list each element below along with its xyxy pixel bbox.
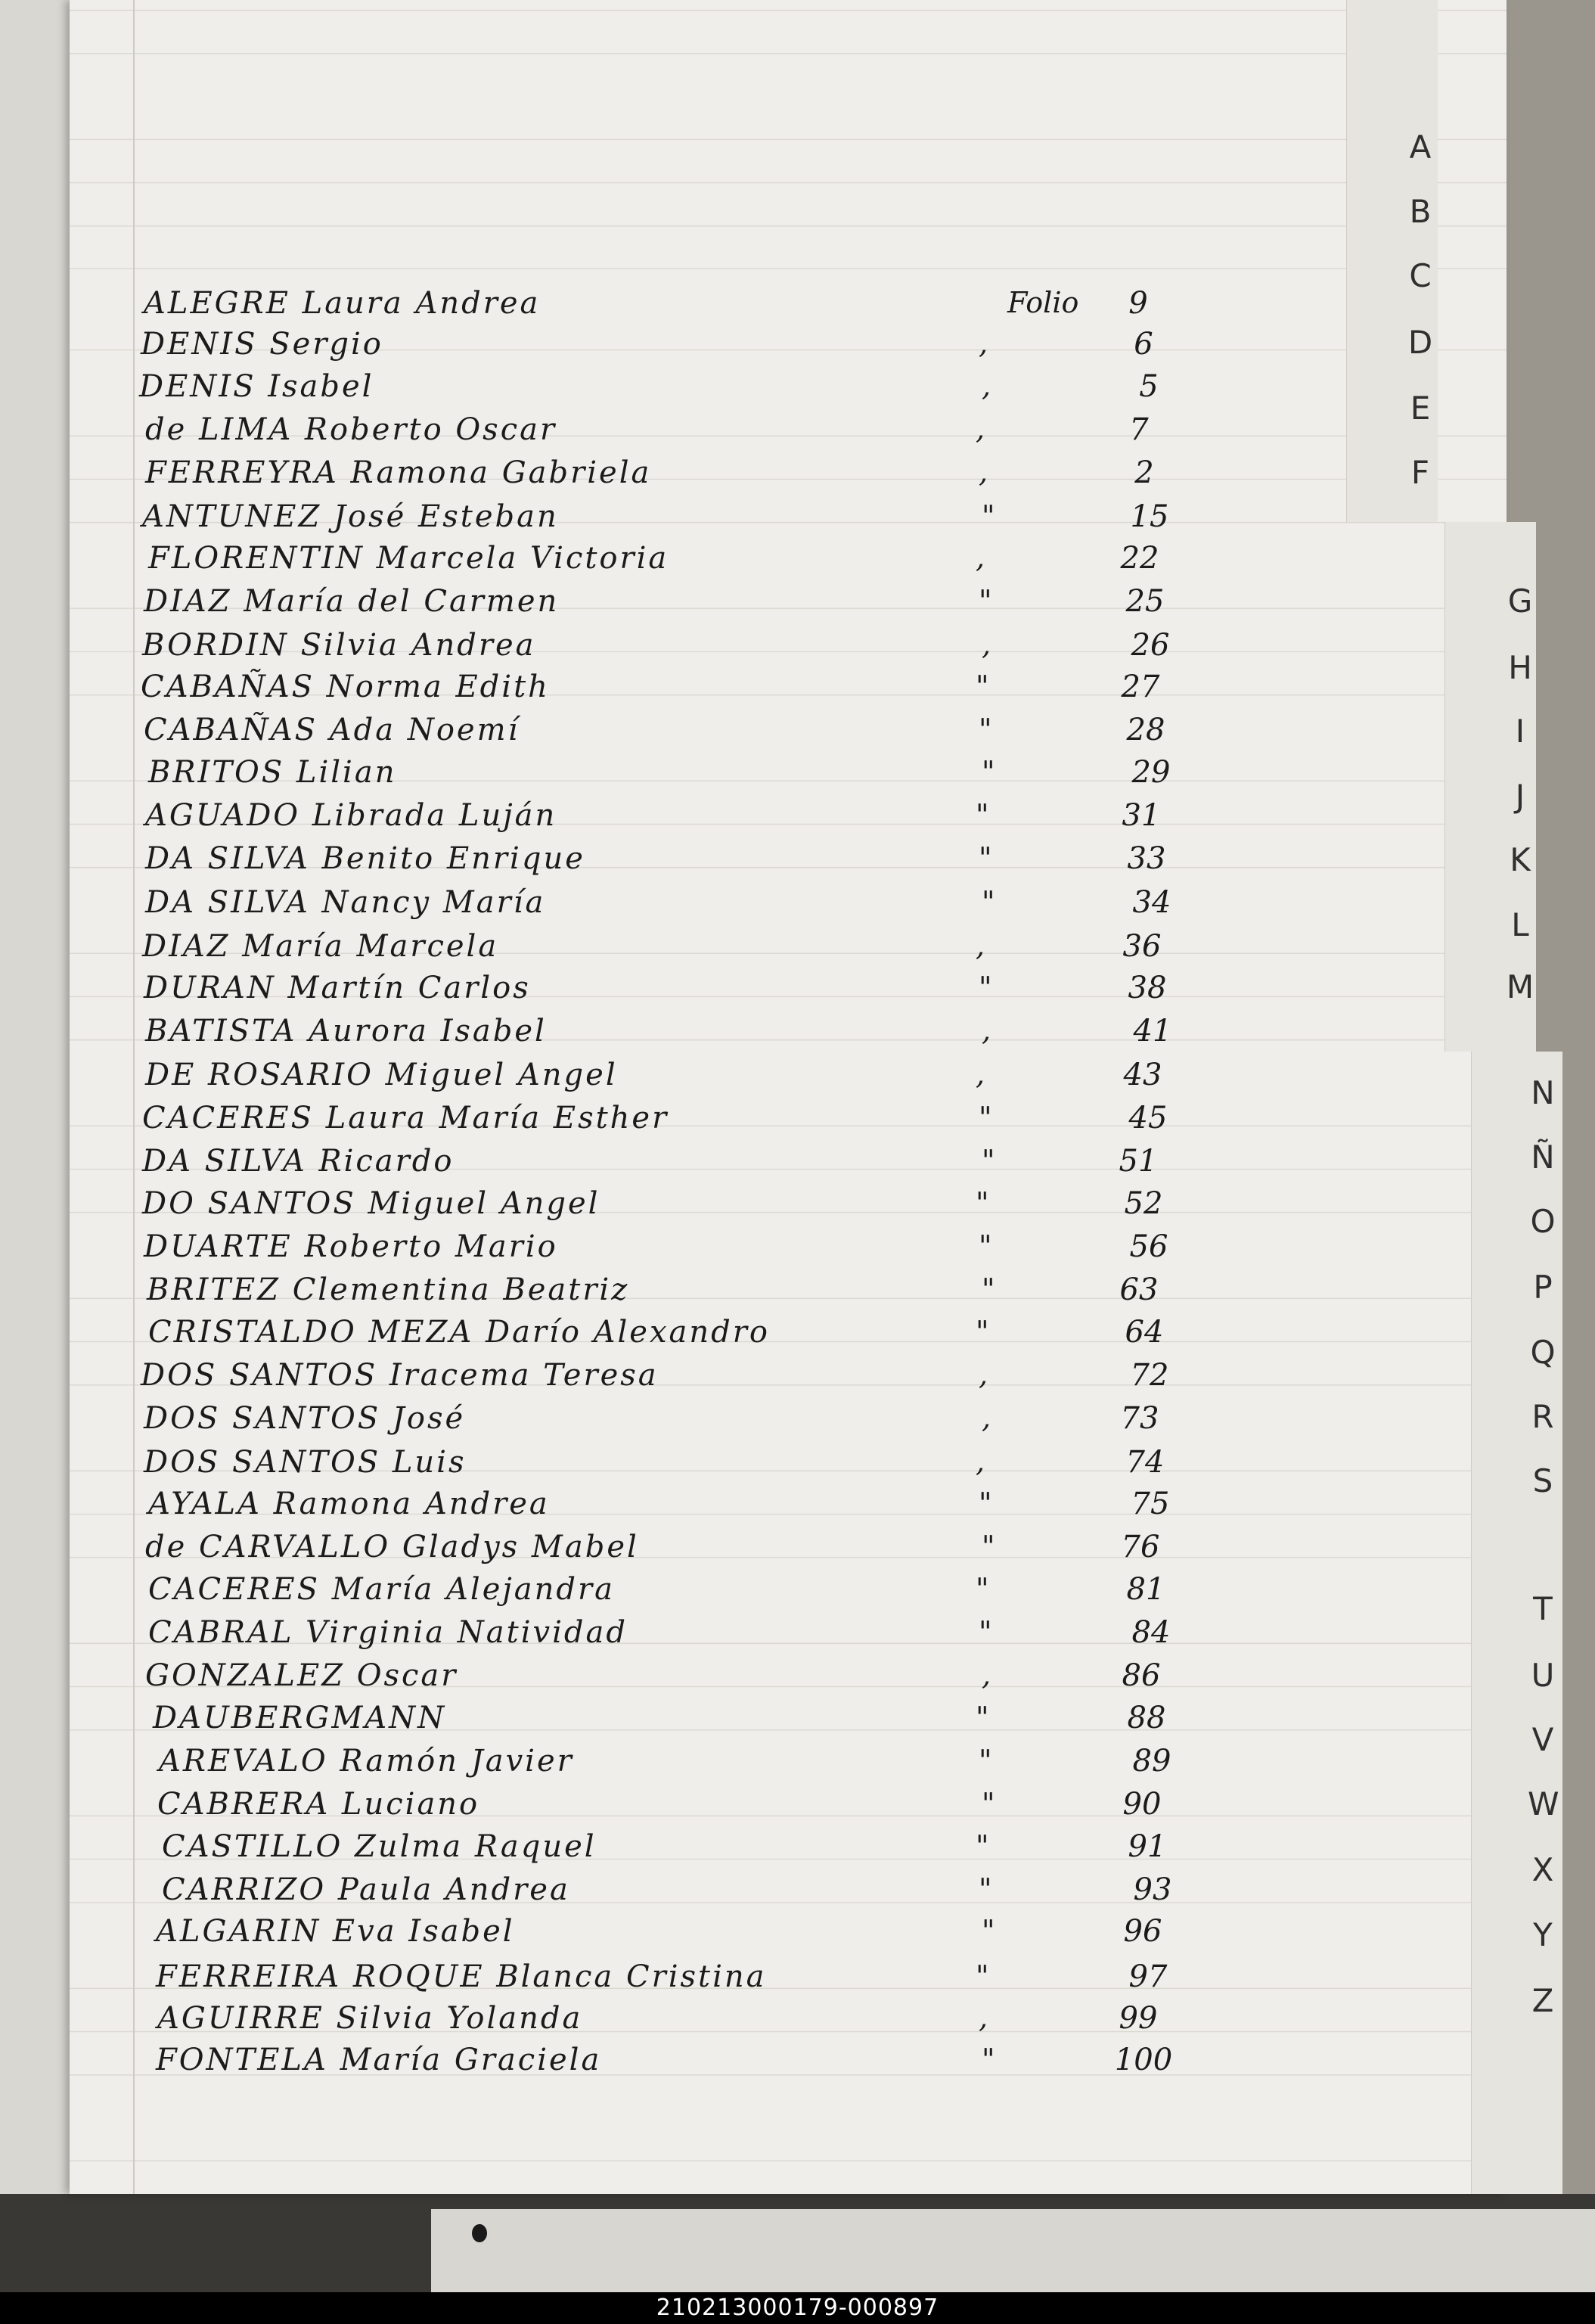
ditto-mark: , — [976, 929, 985, 962]
index-tab-14[interactable]: N — [1531, 1074, 1555, 1111]
entry-name: de LIMA Roberto Oscar — [145, 412, 557, 447]
index-entry — [70, 1144, 1355, 1186]
folio-number: 100 — [1114, 2043, 1173, 2077]
ditto-mark: " — [979, 1615, 992, 1648]
entry-name: FONTELA María Graciela — [156, 2043, 602, 2077]
ditto-mark: " — [976, 1315, 989, 1348]
index-entry — [70, 1186, 1355, 1229]
folio-number: 91 — [1128, 1829, 1167, 1864]
index-entry — [70, 412, 1355, 455]
folio-number: 26 — [1131, 628, 1170, 663]
index-entry — [70, 1615, 1355, 1658]
ditto-mark: " — [976, 1186, 989, 1219]
ditto-mark: " — [982, 1272, 995, 1306]
index-tab-26[interactable]: Y — [1533, 1916, 1553, 1953]
ditto-mark: , — [982, 369, 991, 402]
entry-name: CABAÑAS Norma Edith — [141, 670, 550, 704]
folio-number: 25 — [1125, 584, 1165, 619]
index-entry — [70, 1701, 1355, 1743]
entry-name: DIAZ María del Carmen — [144, 584, 560, 619]
ditto-mark: " — [979, 1229, 992, 1263]
ditto-mark: , — [982, 1658, 991, 1692]
ditto-mark: " — [982, 1144, 995, 1177]
ditto-mark: " — [976, 1829, 989, 1863]
index-tab-9[interactable]: I — [1515, 713, 1525, 750]
index-tab-17[interactable]: P — [1533, 1269, 1553, 1306]
index-tab-22[interactable]: U — [1531, 1657, 1555, 1694]
entry-name: FERREYRA Ramona Gabriela — [145, 455, 652, 490]
index-entry — [70, 1959, 1355, 2002]
folio-number: 36 — [1122, 929, 1162, 964]
entry-name: BORDIN Silvia Andrea — [142, 628, 536, 663]
ditto-mark: , — [976, 1445, 985, 1478]
folio-number: 43 — [1123, 1058, 1162, 1092]
index-tab-23[interactable]: V — [1531, 1721, 1554, 1758]
entry-name: AYALA Ramona Andrea — [148, 1487, 550, 1521]
index-entry — [70, 1787, 1355, 1829]
folio-number: 38 — [1128, 971, 1167, 1005]
ditto-mark: " — [976, 798, 989, 831]
folio-number: 64 — [1125, 1315, 1164, 1350]
index-entry — [70, 2001, 1355, 2043]
index-tab-25[interactable]: X — [1531, 1851, 1554, 1888]
folio-number: 22 — [1120, 541, 1159, 576]
folio-number: 2 — [1134, 455, 1154, 490]
entry-name: DE ROSARIO Miguel Angel — [145, 1058, 618, 1092]
index-tab-15[interactable]: Ñ — [1531, 1139, 1555, 1176]
index-entry — [70, 1744, 1355, 1786]
index-entry — [70, 499, 1355, 542]
folio-number: 52 — [1124, 1186, 1163, 1221]
index-tab-6[interactable]: F — [1410, 454, 1430, 491]
index-tab-10[interactable]: J — [1515, 778, 1525, 815]
index-entry — [70, 1872, 1355, 1915]
index-entry — [70, 369, 1355, 412]
folio-number: 51 — [1119, 1144, 1158, 1179]
index-entry — [70, 971, 1355, 1013]
folio-number: 31 — [1122, 798, 1161, 833]
ditto-mark: " — [979, 584, 992, 617]
ditto-mark: , — [982, 1014, 991, 1047]
index-tab-2[interactable]: B — [1409, 193, 1432, 230]
ditto-mark: , — [979, 2001, 988, 2034]
entry-name: de CARVALLO Gladys Mabel — [145, 1530, 639, 1564]
index-entry — [70, 1101, 1355, 1143]
ditto-mark: " — [979, 713, 992, 746]
folio-number: 15 — [1130, 499, 1169, 534]
folio-number: 63 — [1119, 1272, 1159, 1307]
entry-name: CARRIZO Paula Andrea — [162, 1872, 570, 1907]
index-tab-18[interactable]: Q — [1530, 1334, 1556, 1371]
ditto-mark: " — [976, 1701, 989, 1734]
folio-number: 27 — [1121, 670, 1160, 704]
index-entry — [70, 885, 1355, 927]
ditto-mark: , — [976, 541, 985, 574]
folio-number: 9 — [1128, 286, 1148, 321]
ditto-mark: " — [979, 841, 992, 875]
folio-number: 81 — [1126, 1572, 1165, 1607]
alphabet-index-tabs — [1354, 0, 1595, 2194]
index-entry — [70, 541, 1355, 583]
index-entry — [70, 1487, 1355, 1529]
index-entry — [70, 755, 1355, 797]
ditto-mark: " — [982, 1787, 995, 1820]
index-entry — [70, 670, 1355, 712]
entry-name: CRISTALDO MEZA Darío Alexandro — [148, 1315, 770, 1350]
index-entry — [70, 1058, 1355, 1100]
entry-name: FERREIRA ROQUE Blanca Cristina — [156, 1959, 767, 1994]
bottom-card — [431, 2209, 1595, 2292]
entry-name: CABRAL Virginia Natividad — [148, 1615, 628, 1650]
index-tab-3[interactable]: C — [1409, 257, 1432, 294]
ditto-mark: , — [979, 327, 988, 360]
ditto-mark: " — [982, 499, 995, 533]
index-tab-13[interactable]: M — [1506, 968, 1534, 1005]
ditto-mark: , — [982, 628, 991, 661]
ditto-mark: Folio — [1007, 286, 1079, 319]
entry-name: ANTUNEZ José Esteban — [142, 499, 559, 534]
index-entry — [70, 455, 1355, 498]
folio-number: 7 — [1129, 412, 1149, 447]
index-tab-5[interactable]: E — [1410, 390, 1431, 427]
ditto-mark: " — [976, 670, 989, 703]
ditto-mark: " — [979, 971, 992, 1004]
index-entry — [70, 1014, 1355, 1056]
folio-number: 76 — [1121, 1530, 1160, 1564]
ditto-mark: " — [976, 1959, 989, 1993]
entry-name: DOS SANTOS Iracema Teresa — [141, 1358, 659, 1393]
folio-number: 41 — [1133, 1014, 1172, 1049]
ditto-mark: , — [976, 1058, 985, 1091]
entry-name: FLORENTIN Marcela Victoria — [148, 541, 669, 576]
ditto-mark: " — [982, 885, 995, 918]
entry-name: AREVALO Ramón Javier — [159, 1744, 574, 1779]
folio-number: 34 — [1132, 885, 1171, 920]
entry-name: DA SILVA Nancy María — [145, 885, 546, 920]
index-entry — [70, 584, 1355, 626]
entry-name: DENIS Sergio — [141, 327, 383, 362]
ditto-mark: , — [979, 1358, 988, 1391]
ditto-mark: " — [982, 2043, 995, 2076]
entry-name: DENIS Isabel — [139, 369, 374, 404]
index-entry — [70, 841, 1355, 884]
entry-name: GONZALEZ Oscar — [145, 1658, 458, 1693]
index-entry — [70, 1401, 1355, 1443]
index-entry — [70, 1358, 1355, 1400]
index-entry — [70, 1914, 1355, 1956]
entry-name: DAUBERGMANN — [153, 1701, 447, 1735]
entry-name: BRITEZ Clementina Beatriz — [147, 1272, 630, 1307]
index-entry — [70, 929, 1355, 971]
entry-name: CABAÑAS Ada Noemí — [144, 713, 520, 747]
index-entry — [70, 1658, 1355, 1701]
entry-name: DOS SANTOS Luis — [144, 1445, 467, 1480]
index-tab-27[interactable]: Z — [1531, 1982, 1554, 2019]
ditto-mark: " — [979, 1872, 992, 1906]
index-tab-1[interactable]: A — [1409, 129, 1432, 166]
entry-name: AGUIRRE Silvia Yolanda — [157, 2001, 583, 2036]
ditto-mark: " — [982, 1530, 995, 1563]
ditto-mark: , — [979, 455, 988, 489]
folio-number: 56 — [1129, 1229, 1168, 1264]
index-entry — [70, 1315, 1355, 1357]
ditto-mark: " — [979, 1101, 992, 1134]
ditto-mark: " — [976, 1572, 989, 1605]
index-tab-24[interactable]: W — [1528, 1785, 1559, 1822]
folio-number: 28 — [1126, 713, 1165, 747]
folio-number: 99 — [1119, 2001, 1158, 2036]
index-tab-21[interactable]: T — [1533, 1590, 1553, 1627]
folio-number: 6 — [1134, 327, 1153, 362]
index-entry — [70, 1229, 1355, 1272]
index-tab-20[interactable]: S — [1532, 1462, 1553, 1499]
entry-name: DOS SANTOS José — [144, 1401, 466, 1436]
folio-number: 90 — [1122, 1787, 1162, 1822]
ditto-mark: " — [982, 755, 995, 788]
folio-number: 86 — [1122, 1658, 1161, 1693]
index-tab-11[interactable]: K — [1510, 841, 1531, 878]
index-entry — [70, 2043, 1355, 2085]
folio-number: 84 — [1131, 1615, 1171, 1650]
ditto-mark: " — [982, 1914, 995, 1947]
folio-number: 97 — [1128, 1959, 1168, 1994]
folio-number: 29 — [1131, 755, 1171, 790]
index-entry — [70, 1572, 1355, 1614]
entry-name: DIAZ María Marcela — [142, 929, 499, 964]
entry-name: DA SILVA Benito Enrique — [145, 841, 585, 876]
entry-name: DO SANTOS Miguel Angel — [142, 1186, 600, 1221]
folio-number: 72 — [1130, 1358, 1169, 1393]
index-entry — [70, 1530, 1355, 1572]
index-entry — [70, 798, 1355, 840]
entry-name: BATISTA Aurora Isabel — [145, 1014, 547, 1049]
index-tab-8[interactable]: H — [1508, 649, 1532, 686]
ditto-mark: " — [979, 1487, 992, 1520]
folio-number: 93 — [1133, 1872, 1172, 1907]
folio-number: 73 — [1120, 1401, 1159, 1436]
index-entry — [70, 286, 1355, 328]
index-tab-19[interactable]: R — [1531, 1398, 1554, 1435]
entry-name: BRITOS Lilian — [148, 755, 397, 790]
index-entry — [70, 1272, 1355, 1315]
ditto-mark: , — [982, 1401, 991, 1434]
folio-number: 33 — [1127, 841, 1166, 876]
folio-number: 75 — [1131, 1487, 1170, 1521]
folio-number: 5 — [1139, 369, 1159, 404]
entry-name: ALEGRE Laura Andrea — [144, 286, 541, 321]
ink-dot — [472, 2224, 487, 2242]
index-entry — [70, 327, 1355, 369]
image-id-label: 210213000179-000897 — [0, 2292, 1595, 2324]
entry-name: CABRERA Luciano — [157, 1787, 480, 1822]
entry-name: AGUADO Librada Luján — [145, 798, 557, 833]
folio-number: 88 — [1127, 1701, 1166, 1735]
entry-name: CACERES María Alejandra — [148, 1572, 615, 1607]
entry-name: DA SILVA Ricardo — [142, 1144, 455, 1179]
entry-name: ALGARIN Eva Isabel — [156, 1914, 515, 1949]
folio-number: 96 — [1123, 1914, 1162, 1949]
entry-name: CACERES Laura María Esther — [142, 1101, 669, 1136]
ditto-mark: , — [976, 412, 985, 446]
entry-name: DUARTE Roberto Mario — [144, 1229, 558, 1264]
folio-number: 74 — [1125, 1445, 1165, 1480]
folio-number: 45 — [1128, 1101, 1168, 1136]
index-entry — [70, 1445, 1355, 1487]
index-tab-7[interactable]: G — [1507, 583, 1533, 620]
index-tab-12[interactable]: L — [1511, 906, 1529, 943]
folio-number: 89 — [1132, 1744, 1171, 1779]
entry-name: DURAN Martín Carlos — [144, 971, 531, 1005]
index-entry — [70, 1829, 1355, 1872]
index-tab-4[interactable]: D — [1407, 324, 1433, 361]
entry-name: CASTILLO Zulma Raquel — [162, 1829, 597, 1864]
index-tab-16[interactable]: O — [1530, 1203, 1556, 1240]
index-entry — [70, 628, 1355, 670]
index-entry — [70, 713, 1355, 755]
ditto-mark: " — [979, 1744, 992, 1777]
ledger-page — [70, 0, 1507, 2194]
